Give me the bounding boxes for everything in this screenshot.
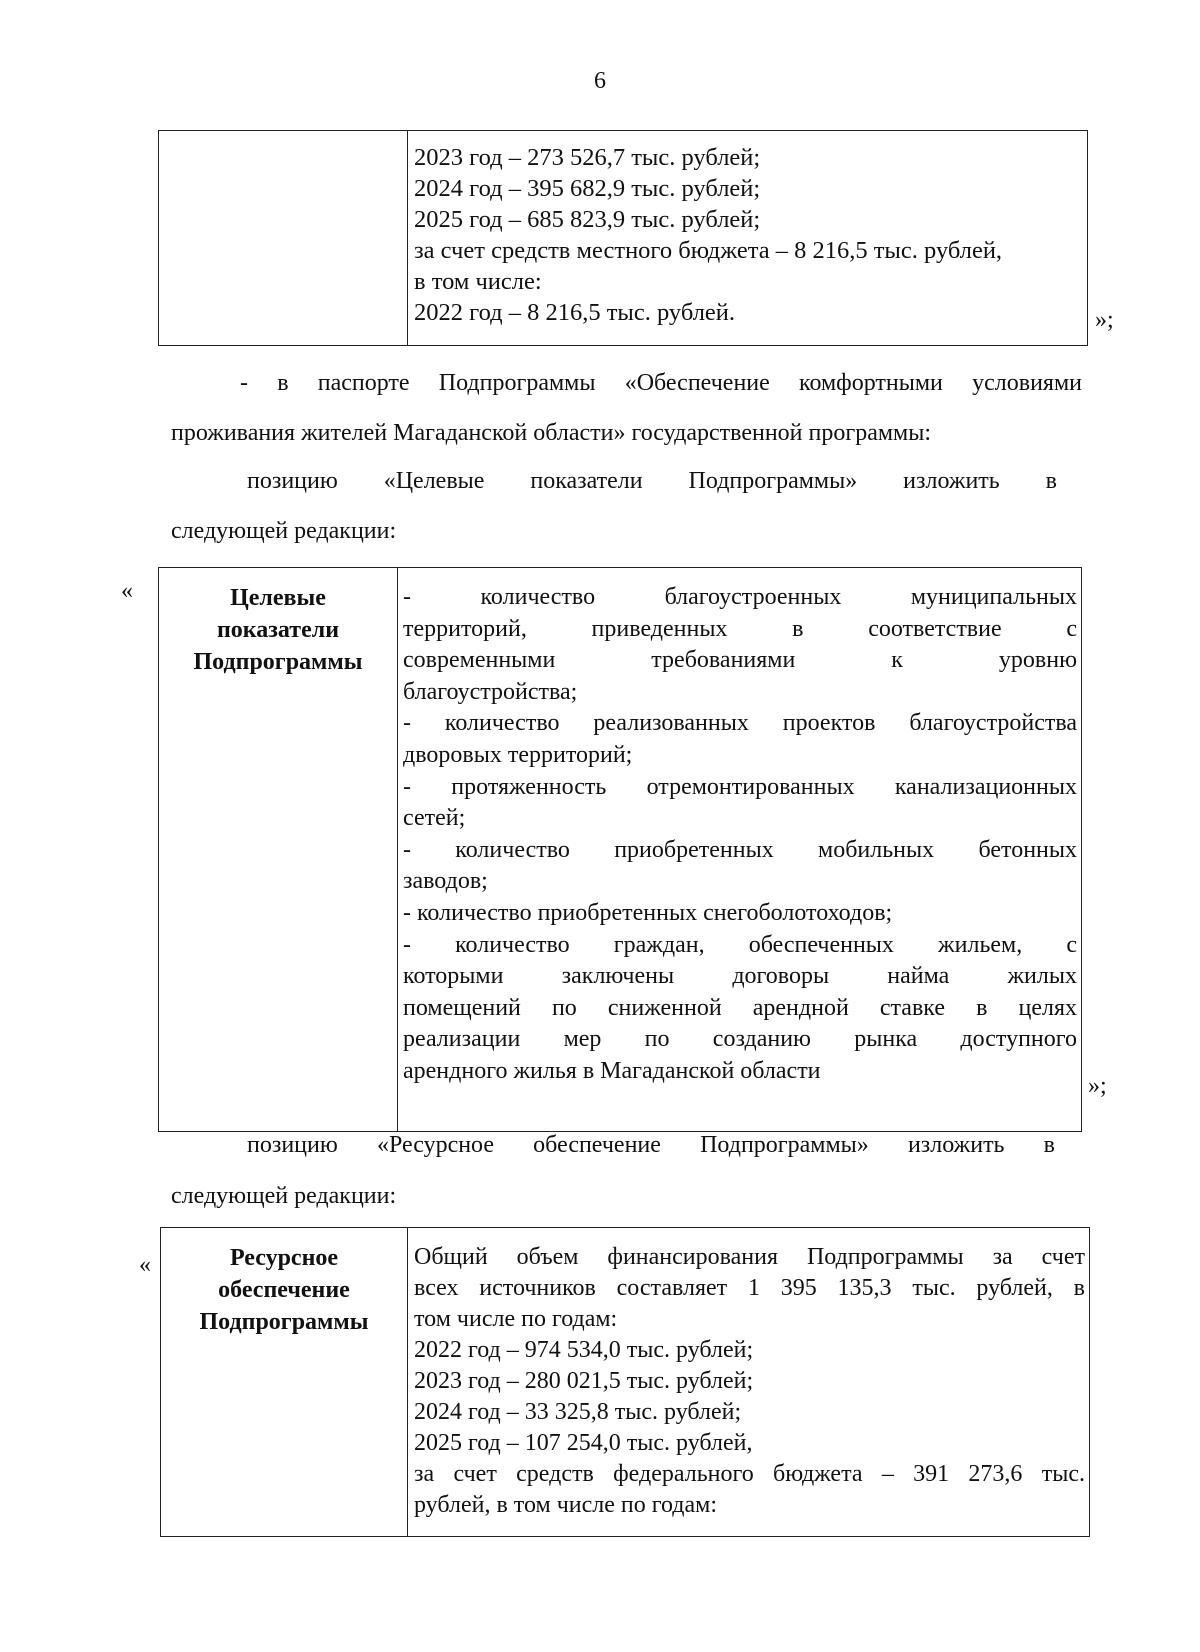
table3-heading-line: обеспечение bbox=[218, 1277, 350, 1303]
table2-line: - количество граждан, обеспеченных жильем, с bbox=[403, 931, 1077, 958]
table3-line: 2023 год – 280 021,5 тыс. рублей; bbox=[414, 1368, 754, 1394]
table2-line: сетей; bbox=[403, 805, 466, 832]
table2-heading-line: Целевые bbox=[230, 585, 326, 611]
position-paragraph-line2: следующей редакции: bbox=[171, 518, 397, 544]
table3-line: за счет средств федерального бюджета – 391 273,6 тыс. bbox=[414, 1461, 1085, 1487]
table2-line: территорий, приведенных в соответствие с bbox=[403, 615, 1077, 642]
table1-close-quote: »; bbox=[1095, 307, 1114, 333]
table3-line: всех источников составляет 1 395 135,3 тыс. рублей, в bbox=[414, 1275, 1085, 1301]
table1-line: 2025 год – 685 823,9 тыс. рублей; bbox=[414, 206, 761, 233]
table2-line: заводов; bbox=[403, 868, 488, 895]
table2-content-cell bbox=[398, 568, 1082, 1132]
amendment-paragraph-line1: - в паспорте Подпрограммы «Обеспечение комфортными условиями bbox=[240, 370, 1082, 396]
table2-line: - количество реализованных проектов благоустройства bbox=[403, 710, 1077, 737]
table2-line: - протяженность отремонтированных канализационных bbox=[403, 773, 1077, 800]
table2-heading-cell bbox=[159, 568, 398, 1132]
table1-line: 2022 год – 8 216,5 тыс. рублей. bbox=[414, 299, 736, 326]
table2-line: благоустройства; bbox=[403, 678, 578, 705]
table1-left-cell bbox=[159, 131, 408, 346]
resource-support-table bbox=[160, 1227, 1090, 1537]
table3-heading-line: Подпрограммы bbox=[199, 1309, 369, 1335]
table1-line: за счет средств местного бюджета – 8 216,5 тыс. рублей, bbox=[414, 237, 1003, 264]
table3-heading-cell bbox=[161, 1228, 408, 1537]
table2-line: - количество приобретенных мобильных бетонных bbox=[403, 836, 1077, 863]
table1-line: 2024 год – 395 682,9 тыс. рублей; bbox=[414, 175, 761, 202]
table3-line: том числе по годам: bbox=[414, 1306, 618, 1332]
table3-line: 2024 год – 33 325,8 тыс. рублей; bbox=[414, 1399, 742, 1425]
table3-heading-line: Ресурсное bbox=[229, 1245, 339, 1271]
table1-line: в том числе: bbox=[414, 268, 542, 295]
table3-open-quote: « bbox=[139, 1252, 151, 1278]
target-indicators-table bbox=[158, 567, 1082, 1132]
table2-line: которыми заключены договоры найма жилых bbox=[403, 963, 1077, 990]
table2-heading-line: показатели bbox=[216, 617, 340, 643]
table2-line: современными требованиями к уровню bbox=[403, 647, 1077, 674]
table2-line: реализации мер по созданию рынка доступного bbox=[403, 1026, 1077, 1053]
table2-open-quote: « bbox=[121, 578, 133, 604]
table3-line: рублей, в том числе по годам: bbox=[414, 1492, 717, 1518]
table2-line: помещений по сниженной арендной ставке в целях bbox=[403, 994, 1077, 1021]
position-paragraph-line1: позицию «Целевые показатели Подпрограммы» изложить в bbox=[247, 468, 1057, 494]
table3-content-cell bbox=[408, 1228, 1090, 1537]
resource-position-paragraph-line2: следующей редакции: bbox=[171, 1183, 397, 1209]
table2-line: - количество благоустроенных муниципальных bbox=[403, 584, 1077, 610]
table2-line: дворовых территорий; bbox=[403, 741, 633, 768]
funding-table-continuation bbox=[158, 130, 1088, 346]
table2-close-quote: »; bbox=[1088, 1073, 1107, 1099]
table3-line: Общий объем финансирования Подпрограммы за счет bbox=[414, 1244, 1085, 1270]
page-number: 6 bbox=[594, 68, 606, 94]
table2-line: арендного жилья в Магаданской области bbox=[403, 1057, 821, 1084]
table3-line: 2025 год – 107 254,0 тыс. рублей, bbox=[414, 1430, 753, 1456]
table1-line: 2023 год – 273 526,7 тыс. рублей; bbox=[414, 144, 761, 171]
resource-position-paragraph-line1: позицию «Ресурсное обеспечение Подпрограммы» изложить в bbox=[247, 1132, 1055, 1158]
table2-heading-line: Подпрограммы bbox=[193, 649, 363, 675]
amendment-paragraph-line2: проживания жителей Магаданской области» государственной программы: bbox=[171, 420, 932, 446]
table2-line: - количество приобретенных снегоболотоходов; bbox=[403, 899, 893, 926]
table1-right-cell bbox=[408, 131, 1088, 346]
table3-line: 2022 год – 974 534,0 тыс. рублей; bbox=[414, 1337, 754, 1363]
